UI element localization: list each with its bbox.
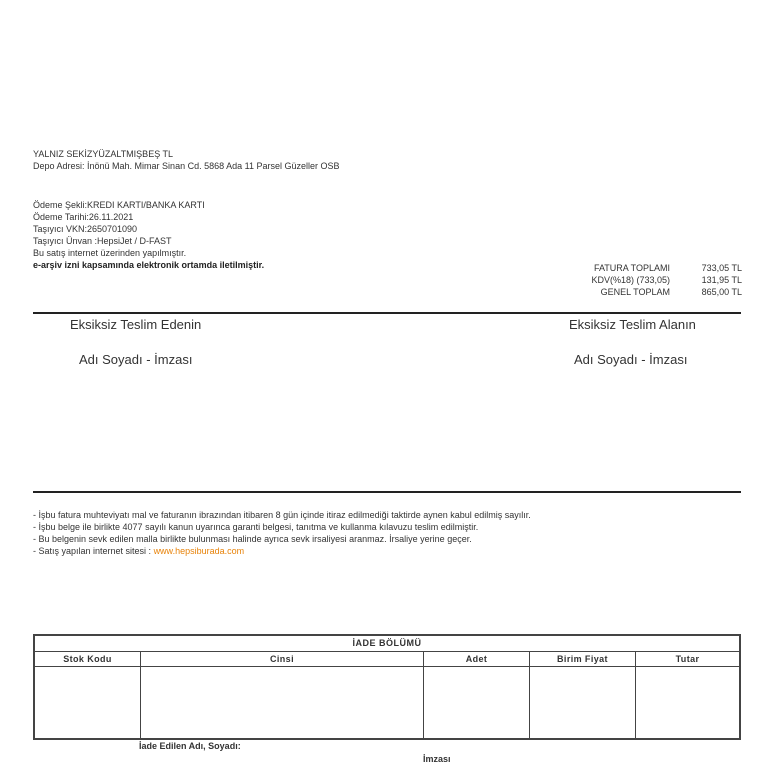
- grand-total-value: 865,00 TL: [701, 287, 742, 297]
- returner-signature-label: İmzası: [423, 754, 451, 764]
- total-value: 733,05 TL: [701, 263, 742, 273]
- receiver-signature-label: Adı Soyadı - İmzası: [574, 352, 688, 367]
- column-type: Cinsi: [141, 652, 424, 666]
- column-stock-code: Stok Kodu: [35, 652, 141, 666]
- column-amount: Tutar: [675, 654, 700, 664]
- note-warranty: - İşbu belge ile birlikte 4077 sayılı kanun uyarınca garanti belgesi, tanıtma ve kullanma kılavuzu teslim edilmiştir.: [33, 522, 479, 532]
- receiver-title: Eksiksiz Teslim Alanın: [569, 317, 696, 332]
- grand-total-row: [520, 286, 742, 298]
- return-section-table: [33, 634, 741, 740]
- amount-in-words: YALNIZ SEKİZYÜZALTMIŞBEŞ TL: [33, 149, 174, 159]
- depot-address: Depo Adresi: İnönü Mah. Mimar Sinan Cd. 5868 Ada 11 Parsel Güzeller OSB: [33, 161, 340, 171]
- website-link[interactable]: www.hepsiburada.com: [153, 546, 245, 556]
- cell-quantity: [424, 667, 530, 740]
- e-archive-note: e-arşiv izni kapsamında elektronik ortamda iletilmiştir.: [33, 260, 265, 270]
- carrier-title: Taşıyıcı Ünvan :HepsiJet / D-FAST: [33, 236, 172, 246]
- total-label: FATURA TOPLAMI: [593, 263, 670, 273]
- return-table-body: [35, 667, 739, 740]
- payment-info: [33, 199, 433, 271]
- column-unit-price: Birim Fiyat: [530, 652, 636, 666]
- note-objection: - İşbu fatura muhteviyatı mal ve faturanın ibrazından itibaren 8 gün içinde itiraz edilmediği taktirde aynen kabul edilmiş sayılır.: [33, 510, 531, 520]
- returner-name-label: İade Edilen Adı, Soyadı:: [139, 741, 241, 751]
- online-sale-note: Bu satış internet üzerinden yapılmıştır.: [33, 248, 187, 258]
- deliverer-title: Eksiksiz Teslim Edenin: [70, 317, 202, 332]
- cell-amount: [636, 667, 739, 740]
- vat-label: KDV(%18) (733,05): [591, 275, 670, 285]
- cell-type: [141, 667, 424, 740]
- deliverer-signature-label: Adı Soyadı - İmzası: [79, 352, 193, 367]
- cell-unit-price: [530, 667, 636, 740]
- grand-total-label: GENEL TOPLAM: [600, 287, 670, 297]
- divider-top: [33, 312, 741, 314]
- vat-row: [520, 274, 742, 286]
- carrier-vkn: Taşıyıcı VKN:2650701090: [33, 224, 138, 234]
- cell-stock-code: [35, 667, 141, 740]
- legal-notes: [33, 509, 531, 557]
- note-website: [33, 545, 531, 557]
- total-row: [520, 262, 742, 274]
- divider-middle: [33, 491, 741, 493]
- column-quantity: Adet: [424, 652, 530, 666]
- payment-date: Ödeme Tarihi:26.11.2021: [33, 212, 134, 222]
- payment-method: Ödeme Şekli:KREDI KARTI/BANKA KARTI: [33, 200, 205, 210]
- return-table-header: [35, 652, 739, 667]
- vat-value: 131,95 TL: [701, 275, 742, 285]
- return-section-title: İADE BÖLÜMÜ: [35, 636, 739, 652]
- invoice-totals: [520, 262, 742, 298]
- website-label: - Satış yapılan internet sitesi :: [33, 546, 154, 556]
- note-waybill: - Bu belgenin sevk edilen malla birlikte bulunması halinde ayrıca sevk irsaliyesi aranmaz. İrsaliye yerine geçer.: [33, 534, 472, 544]
